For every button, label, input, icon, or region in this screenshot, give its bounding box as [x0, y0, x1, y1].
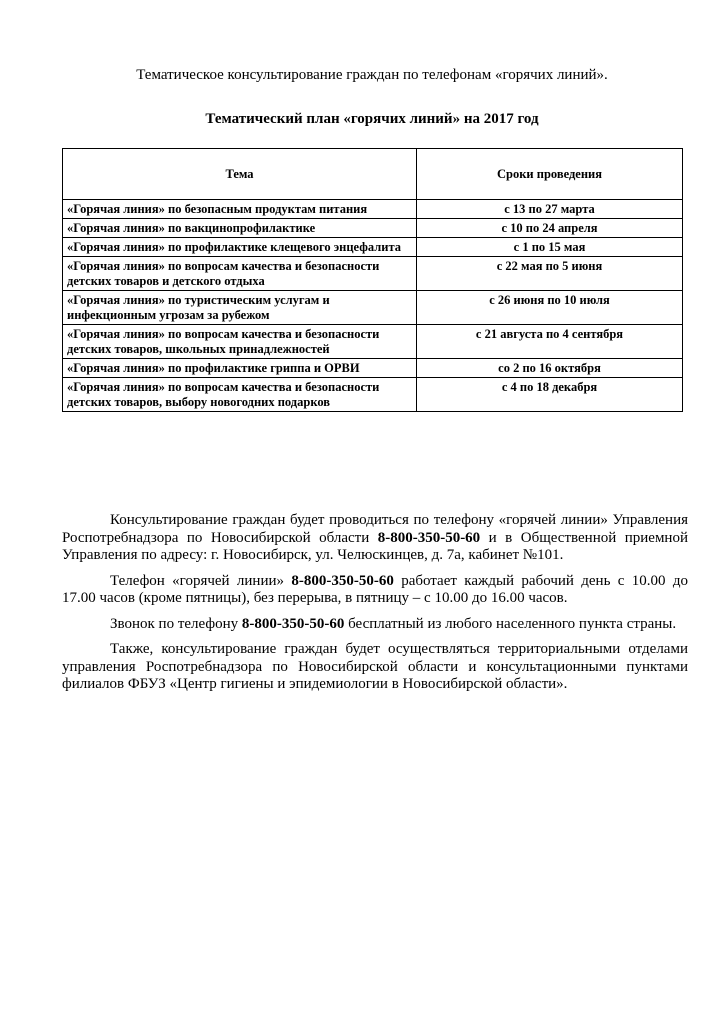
- row-dates: с 10 по 24 апреля: [417, 219, 683, 238]
- table-row: [63, 359, 683, 378]
- table-row: [63, 257, 683, 291]
- row-topic: «Горячая линия» по вопросам качества и безопасности детских товаров, выбору новогодних подарков: [63, 378, 417, 412]
- hotline-phone: 8-800-350-50-60: [377, 529, 481, 546]
- row-topic: «Горячая линия» по профилактике клещевого энцефалита: [63, 238, 417, 257]
- table-row: [63, 200, 683, 219]
- row-topic: «Горячая линия» по туристическим услугам и инфекционным угрозам за рубежом: [63, 291, 417, 325]
- paragraph-territorial: Также, консультирование граждан будет осуществляться территориальными отделами управления Роспотребнадзора по Новосибирской области и консультационными пунктами филиалов ФБУЗ «Центр гигиены и эпидемиологии в Новосибирской области».: [62, 641, 688, 692]
- paragraph-text: и в Общественной приемной Управления по адресу: г. Новосибирск, ул. Челюскинцев, д. 7а, кабинет №101.: [62, 529, 688, 563]
- paragraph-text: работает каждый рабочий день с 10.00 до 17.00 часов (кроме пятницы), без перерыва, в пятницу – с 10.00 до 16.00 часов.: [62, 572, 689, 606]
- plan-title: Тематический план «горячих линий» на 2017 год: [205, 111, 539, 127]
- intro-line: Тематическое консультирование граждан по телефонам «горячих линий».: [136, 67, 608, 83]
- row-dates: со 2 по 16 октября: [417, 359, 683, 378]
- header-topic: Тема: [63, 149, 417, 200]
- table-row: [63, 238, 683, 257]
- paragraph-text: Консультирование граждан будет проводиться по телефону «горячей линии» Управления Роспотребнадзора по Новосибирской области: [62, 512, 688, 546]
- row-dates: с 4 по 18 декабря: [417, 378, 683, 412]
- table-row: [63, 219, 683, 238]
- row-dates: с 1 по 15 мая: [417, 238, 683, 257]
- paragraph-text: Звонок по телефону: [110, 615, 242, 632]
- hotline-plan-table: [62, 148, 683, 412]
- paragraph-text: Телефон «горячей линии»: [110, 572, 292, 589]
- row-dates: с 22 мая по 5 июня: [417, 257, 683, 291]
- table-row: [63, 291, 683, 325]
- row-topic: «Горячая линия» по вакцинопрофилактике: [63, 219, 417, 238]
- hotline-phone: 8-800-350-50-60: [291, 572, 394, 589]
- row-dates: с 26 июня по 10 июля: [417, 291, 683, 325]
- row-dates: с 13 по 27 марта: [417, 200, 683, 219]
- table-row: [63, 378, 683, 412]
- paragraph-consulting: [62, 512, 688, 565]
- row-topic: «Горячая линия» по вопросам качества и безопасности детских товаров, школьных принадлежностей: [63, 325, 417, 359]
- row-dates: с 21 августа по 4 сентября: [417, 325, 683, 359]
- paragraph-text: бесплатный из любого населенного пункта страны.: [344, 615, 677, 632]
- table-row: [63, 325, 683, 359]
- body-text: [62, 512, 688, 702]
- hotline-phone: 8-800-350-50-60: [241, 615, 345, 632]
- paragraph-free-call: [62, 616, 688, 634]
- header-dates: Сроки проведения: [417, 149, 683, 200]
- paragraph-schedule: [62, 573, 688, 608]
- row-topic: «Горячая линия» по вопросам качества и безопасности детских товаров и детского отдыха: [63, 257, 417, 291]
- row-topic: «Горячая линия» по профилактике гриппа и ОРВИ: [63, 359, 417, 378]
- table-header-row: [63, 149, 683, 200]
- row-topic: «Горячая линия» по безопасным продуктам питания: [63, 200, 417, 219]
